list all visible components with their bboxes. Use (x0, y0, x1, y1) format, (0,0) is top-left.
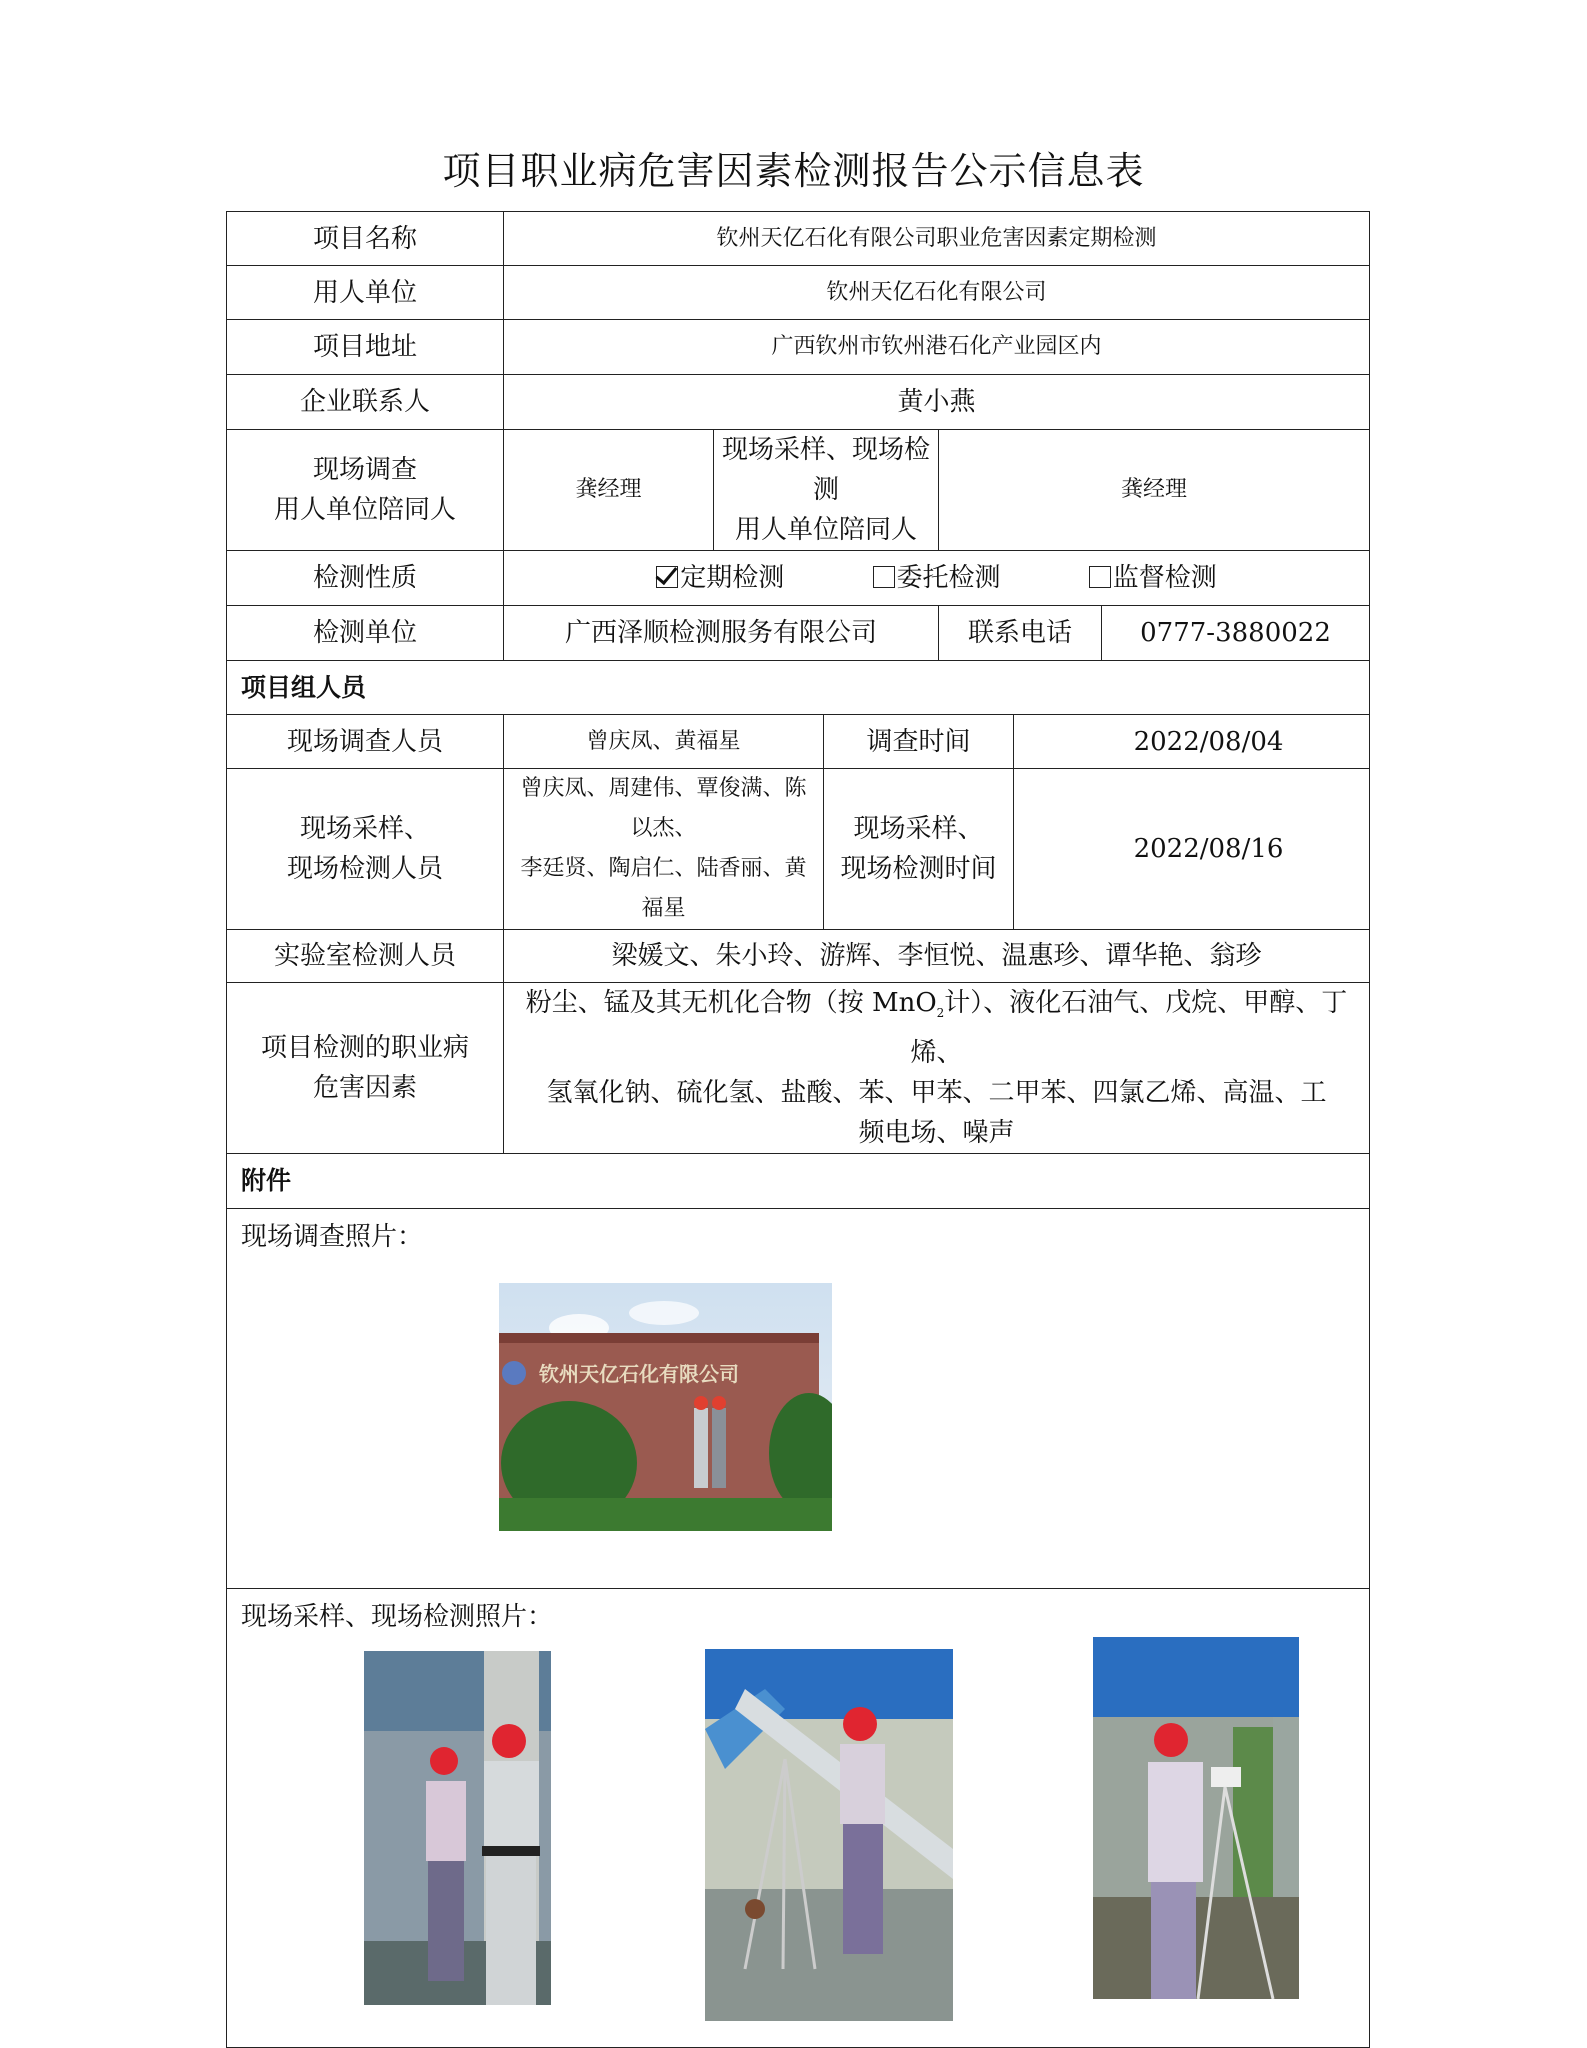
photo-image-icon (705, 1649, 953, 2021)
attachments-section-title: 附件 (227, 1154, 1370, 1209)
survey-staff-value: 曾庆凤、黄福星 (504, 715, 824, 769)
agency-label: 检测单位 (227, 606, 504, 661)
team-section-title: 项目组人员 (227, 661, 1370, 715)
row-survey-photos (227, 1209, 1370, 1589)
lab-staff-value: 梁媛文、朱小玲、游辉、李恒悦、温惠珍、谭华艳、翁珍 (504, 930, 1370, 983)
row-contact (227, 375, 1370, 430)
sampling-staff-label: 现场采样、 现场检测人员 (227, 769, 504, 930)
phone-value: 0777-3880022 (1102, 606, 1370, 661)
employer-label: 用人单位 (227, 266, 504, 320)
survey-escort-value: 龚经理 (504, 430, 714, 551)
sampling-photos-caption: 现场采样、现场检测照片： (241, 1602, 554, 1633)
row-address (227, 320, 1370, 375)
project-name-value: 钦州天亿石化有限公司职业危害因素定期检测 (504, 212, 1370, 266)
contact-value: 黄小燕 (504, 375, 1370, 430)
hazards-label: 项目检测的职业病 危害因素 (227, 983, 504, 1154)
option-supervisory: 监督检测 (1089, 558, 1217, 598)
nature-options (504, 551, 1370, 606)
lab-staff-label: 实验室检测人员 (227, 930, 504, 983)
row-team-section (227, 661, 1370, 715)
sampling-photo-1 (364, 1651, 551, 2005)
sampling-photo-2 (705, 1649, 953, 2021)
sampling-escort-label: 现场采样、现场检测 用人单位陪同人 (714, 430, 939, 551)
hazards-value: 粉尘、锰及其无机化合物（按 MnO$_2$计）、液化石油气、戊烷、甲醇、丁烯、 氢氧化钠、硫化氢、盐酸、苯、甲苯、二甲苯、四氯乙烯、高温、工 频电场、噪声 (504, 983, 1370, 1154)
survey-photos-caption: 现场调查照片： (241, 1222, 424, 1253)
row-nature (227, 551, 1370, 606)
agency-value: 广西泽顺检测服务有限公司 (504, 606, 939, 661)
employer-value: 钦州天亿石化有限公司 (504, 266, 1370, 320)
sampling-staff-value: 曾庆凤、周建伟、覃俊满、陈以杰、 李廷贤、陶启仁、陆香丽、黄福星 (504, 769, 824, 930)
info-table (226, 211, 1370, 2048)
sampling-photo-3 (1093, 1637, 1299, 1999)
address-label: 项目地址 (227, 320, 504, 375)
sampling-photos-cell (227, 1589, 1370, 2048)
photo-image-icon (364, 1651, 551, 2005)
row-project-name (227, 212, 1370, 266)
project-name-label: 项目名称 (227, 212, 504, 266)
row-sampling-photos (227, 1589, 1370, 2048)
nature-label: 检测性质 (227, 551, 504, 606)
row-hazards (227, 983, 1370, 1154)
row-sampling-staff (227, 769, 1370, 930)
photo-image-icon (1093, 1637, 1299, 1999)
row-escort (227, 430, 1370, 551)
checkbox-empty-icon (873, 566, 895, 588)
row-agency (227, 606, 1370, 661)
survey-photo-company-sign (499, 1283, 832, 1531)
svg-text:钦州天亿石化有限公司: 钦州天亿石化有限公司 (539, 1362, 739, 1387)
option-periodic: 定期检测 (656, 558, 784, 598)
survey-staff-label: 现场调查人员 (227, 715, 504, 769)
photo-image-icon (499, 1283, 832, 1531)
sampling-time-value: 2022/08/16 (1014, 769, 1370, 930)
survey-time-label: 调查时间 (824, 715, 1014, 769)
phone-label: 联系电话 (939, 606, 1102, 661)
sampling-time-label: 现场采样、 现场检测时间 (824, 769, 1014, 930)
sampling-escort-value: 龚经理 (939, 430, 1370, 551)
address-value: 广西钦州市钦州港石化产业园区内 (504, 320, 1370, 375)
survey-time-value: 2022/08/04 (1014, 715, 1370, 769)
contact-label: 企业联系人 (227, 375, 504, 430)
checkbox-empty-icon (1089, 566, 1111, 588)
page-title: 项目职业病危害因素检测报告公示信息表 (442, 149, 1145, 193)
row-employer (227, 266, 1370, 320)
survey-photos-cell (227, 1209, 1370, 1589)
option-commissioned: 委托检测 (873, 558, 1001, 598)
row-lab-staff (227, 930, 1370, 983)
survey-escort-label: 现场调查 用人单位陪同人 (227, 430, 504, 551)
row-survey-staff (227, 715, 1370, 769)
checkbox-checked-icon (656, 566, 678, 588)
row-attachments-section (227, 1154, 1370, 1209)
